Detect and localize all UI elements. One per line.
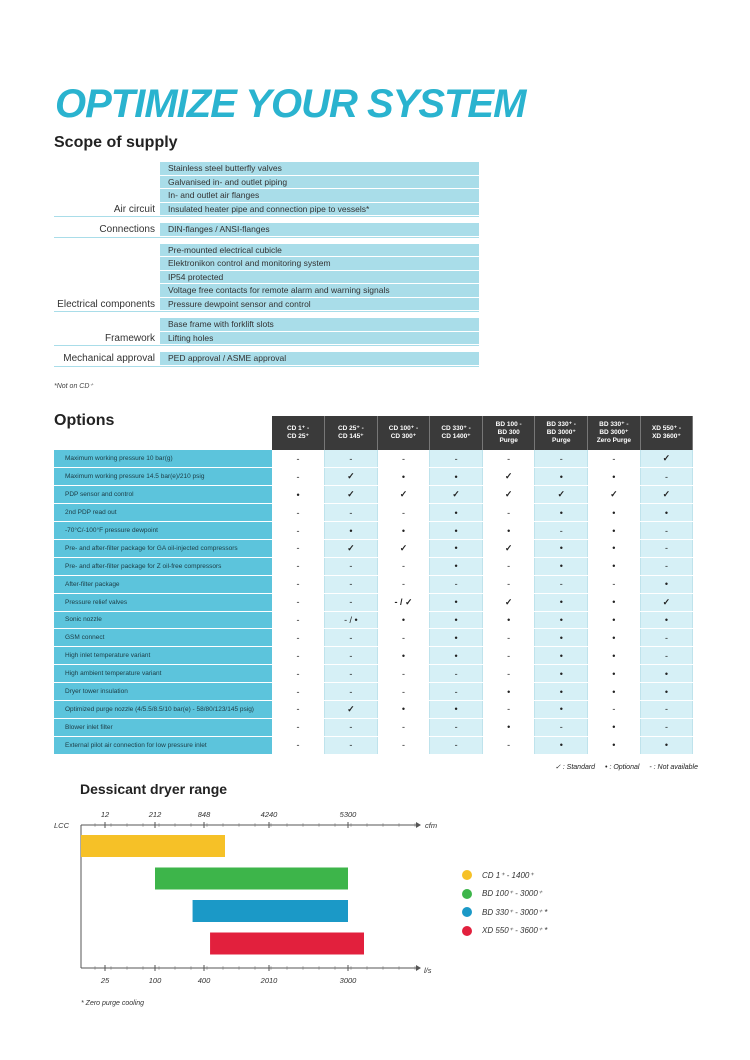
scope-group-label (54, 244, 160, 258)
option-cell: • (588, 557, 641, 575)
scope-group (54, 244, 479, 312)
scope-row (54, 332, 479, 346)
scope-divider (54, 366, 479, 367)
range-bar (81, 835, 225, 857)
options-header-blank (54, 416, 272, 450)
option-cell: • (588, 736, 641, 754)
legend-label: BD 330⁺ - 3000⁺ * (482, 907, 548, 917)
scope-group-label (54, 189, 160, 203)
option-cell: • (430, 557, 483, 575)
scope-row (54, 298, 479, 312)
option-label: Blower inlet filter (54, 718, 272, 736)
option-cell: - (640, 700, 693, 718)
option-cell: - (325, 629, 378, 647)
option-cell: - (325, 504, 378, 522)
scope-group-label (54, 271, 160, 285)
option-cell: • (588, 593, 641, 611)
range-bar (155, 868, 348, 890)
scope-group-label (54, 318, 160, 332)
option-cell: ✓ (482, 593, 535, 611)
scope-row (54, 244, 479, 258)
option-cell: • (430, 629, 483, 647)
top-tick-label: 212 (148, 810, 162, 819)
option-cell: - (272, 593, 325, 611)
scope-item: Pre-mounted electrical cubicle (160, 244, 479, 258)
option-cell: • (377, 468, 430, 486)
option-cell: ✓ (377, 539, 430, 557)
option-cell: • (588, 504, 641, 522)
option-cell: • (430, 647, 483, 665)
options-row (54, 665, 693, 683)
option-cell: • (535, 647, 588, 665)
option-cell: ✓ (482, 486, 535, 504)
top-axis-unit: cfm (425, 821, 438, 830)
scope-group-label: Electrical components (57, 298, 155, 310)
zero-purge-note: * Zero purge cooling (81, 1000, 145, 1007)
option-cell: - (272, 683, 325, 701)
option-cell: - (272, 629, 325, 647)
option-label: 2nd PDP read out (54, 504, 272, 522)
option-cell: - (482, 450, 535, 468)
options-row (54, 504, 693, 522)
legend-label: XD 550⁺ - 3600⁺ * (482, 926, 548, 936)
option-cell: • (535, 683, 588, 701)
option-cell: • (640, 575, 693, 593)
option-label: External pilot air connection for low pressure inlet (54, 736, 272, 754)
option-cell: ✓ (325, 539, 378, 557)
options-column-header: BD 330⁺ - BD 3000⁺ Purge (535, 416, 588, 450)
scope-row (54, 257, 479, 271)
range-chart-title: Dessicant dryer range (80, 781, 228, 797)
option-cell: - (377, 504, 430, 522)
scope-group-label (54, 257, 160, 271)
option-cell: • (430, 593, 483, 611)
scope-row (54, 162, 479, 176)
scope-row (54, 352, 479, 366)
options-row (54, 557, 693, 575)
legend-label: CD 1⁺ - 1400⁺ (482, 870, 534, 880)
option-cell: • (588, 629, 641, 647)
option-cell: ✓ (430, 486, 483, 504)
option-cell: ✓ (640, 486, 693, 504)
option-cell: - (272, 647, 325, 665)
scope-divider (54, 237, 479, 238)
bottom-tick-label: 3000 (339, 976, 357, 985)
scope-divider (54, 345, 479, 346)
option-label: Maximum working pressure 14.5 bar(e)/210 psig (54, 468, 272, 486)
option-cell: - (272, 522, 325, 540)
option-cell: - (588, 700, 641, 718)
scope-divider (54, 311, 479, 312)
option-cell: ✓ (325, 486, 378, 504)
option-label: Dryer tower insulation (54, 683, 272, 701)
option-cell: - (377, 718, 430, 736)
scope-item: Pressure dewpoint sensor and control (160, 298, 479, 312)
page-title: OPTIMIZE YOUR SYSTEM (55, 82, 526, 126)
top-tick-label: 5300 (339, 810, 357, 819)
options-column-header: BD 330⁺ - BD 3000⁺ Zero Purge (588, 416, 641, 450)
option-cell: - (325, 593, 378, 611)
legend-label: BD 100⁺ - 3000⁺ (482, 889, 543, 899)
option-cell: • (482, 683, 535, 701)
legend-swatch (462, 870, 472, 880)
option-cell: - (325, 736, 378, 754)
option-cell: - (640, 522, 693, 540)
option-cell: • (588, 718, 641, 736)
range-legend-item (462, 885, 547, 904)
option-cell: • (377, 700, 430, 718)
option-cell: • (482, 718, 535, 736)
scope-group (54, 162, 479, 216)
option-cell: • (535, 504, 588, 522)
option-label: Maximum working pressure 10 bar(g) (54, 450, 272, 468)
range-legend-item (462, 903, 547, 922)
option-cell: • (535, 665, 588, 683)
scope-item: DIN-flanges / ANSI-flanges (160, 223, 479, 237)
option-cell: - (377, 557, 430, 575)
option-cell: - (377, 450, 430, 468)
option-cell: - / • (325, 611, 378, 629)
option-cell: - (482, 665, 535, 683)
scope-table (54, 162, 479, 373)
scope-item: Stainless steel butterfly valves (160, 162, 479, 176)
scope-item: Base frame with forklift slots (160, 318, 479, 332)
option-cell: - (535, 522, 588, 540)
option-cell: • (535, 700, 588, 718)
option-cell: • (535, 611, 588, 629)
scope-row (54, 203, 479, 217)
option-label: -70°C/-100°F pressure dewpoint (54, 522, 272, 540)
option-cell: • (430, 700, 483, 718)
option-cell: • (272, 486, 325, 504)
option-cell: • (535, 629, 588, 647)
options-row (54, 539, 693, 557)
options-column-header: CD 25⁺ - CD 145⁺ (325, 416, 378, 450)
legend-swatch (462, 926, 472, 936)
option-cell: • (430, 539, 483, 557)
legend-optional: • : Optional (605, 764, 640, 771)
option-cell: • (430, 468, 483, 486)
option-cell: ✓ (535, 486, 588, 504)
range-bar (193, 900, 348, 922)
option-cell: - (640, 539, 693, 557)
option-cell: ✓ (640, 593, 693, 611)
option-cell: ✓ (482, 468, 535, 486)
scope-item: Galvanised in- and outlet piping (160, 176, 479, 190)
option-cell: • (588, 539, 641, 557)
option-cell: - (377, 683, 430, 701)
bottom-tick-label: 400 (197, 976, 211, 985)
bottom-tick-label: 2010 (260, 976, 278, 985)
bottom-axis-arrow (416, 965, 421, 971)
options-row (54, 450, 693, 468)
option-cell: • (640, 683, 693, 701)
option-cell: - (535, 575, 588, 593)
legend-swatch (462, 889, 472, 899)
option-cell: - (325, 665, 378, 683)
scope-item: In- and outlet air flanges (160, 189, 479, 203)
option-label: Pre- and after-filter package for Z oil-free compressors (54, 557, 272, 575)
option-label: Pre- and after-filter package for GA oil-injected compressors (54, 539, 272, 557)
scope-row (54, 271, 479, 285)
option-cell: - (430, 665, 483, 683)
scope-group-label: Mechanical approval (63, 353, 155, 364)
option-cell: - (325, 557, 378, 575)
scope-group-label: Air circuit (113, 203, 155, 215)
option-cell: - (272, 700, 325, 718)
option-cell: - (482, 504, 535, 522)
option-cell: - (272, 539, 325, 557)
option-cell: - (272, 736, 325, 754)
option-cell: - (430, 718, 483, 736)
range-bar (210, 933, 364, 955)
option-cell: - (272, 468, 325, 486)
range-legend-item (462, 922, 547, 941)
option-cell: - (272, 557, 325, 575)
option-label: Sonic nozzle (54, 611, 272, 629)
left-axis-label: LCC (54, 821, 70, 830)
option-cell: • (640, 611, 693, 629)
option-label: After-filter package (54, 575, 272, 593)
option-cell: • (640, 736, 693, 754)
options-column-header: CD 100⁺ - CD 300⁺ (377, 416, 430, 450)
option-cell: • (535, 557, 588, 575)
option-cell: - (588, 450, 641, 468)
options-column-header: CD 330⁺ - CD 1400⁺ (430, 416, 483, 450)
option-cell: • (482, 611, 535, 629)
options-row (54, 700, 693, 718)
option-cell: • (588, 522, 641, 540)
scope-divider (54, 216, 479, 217)
option-cell: • (535, 539, 588, 557)
option-cell: • (588, 683, 641, 701)
options-title: Options (54, 412, 115, 429)
option-cell: • (535, 593, 588, 611)
option-cell: - (272, 665, 325, 683)
options-row (54, 468, 693, 486)
options-row (54, 522, 693, 540)
options-row (54, 593, 693, 611)
option-cell: - (482, 629, 535, 647)
option-label: High ambient temperature variant (54, 665, 272, 683)
legend-standard: ✓ : Standard (554, 764, 596, 771)
option-cell: • (377, 611, 430, 629)
option-cell: • (377, 647, 430, 665)
scope-group (54, 223, 479, 237)
option-cell: - (325, 683, 378, 701)
top-tick-label: 848 (197, 810, 211, 819)
option-cell: - (272, 611, 325, 629)
scope-title: Scope of supply (54, 134, 178, 151)
option-cell: - (588, 575, 641, 593)
option-cell: ✓ (325, 700, 378, 718)
option-cell: - (640, 629, 693, 647)
options-row (54, 736, 693, 754)
scope-row (54, 284, 479, 298)
option-cell: - (325, 575, 378, 593)
options-row (54, 647, 693, 665)
range-chart (0, 800, 450, 1000)
option-cell: - (430, 450, 483, 468)
top-axis-arrow (416, 822, 421, 828)
option-label: PDP sensor and control (54, 486, 272, 504)
scope-row (54, 176, 479, 190)
option-cell: • (482, 522, 535, 540)
legend-not-available: - : Not available (649, 764, 698, 771)
option-cell: - (482, 557, 535, 575)
option-cell: - (640, 718, 693, 736)
options-legend (547, 763, 698, 771)
option-cell: • (640, 665, 693, 683)
scope-group-label (54, 284, 160, 298)
scope-group (54, 318, 479, 345)
option-cell: - (325, 718, 378, 736)
option-cell: • (430, 522, 483, 540)
option-cell: • (535, 736, 588, 754)
option-label: Optimized purge nozzle (4/5.5/8.5/10 bar(e) - 58/80/123/145 psig) (54, 700, 272, 718)
scope-group-label: Connections (99, 224, 155, 235)
option-cell: - (325, 647, 378, 665)
option-cell: • (430, 504, 483, 522)
scope-row (54, 223, 479, 237)
options-row (54, 718, 693, 736)
option-cell: • (588, 468, 641, 486)
option-cell: - (482, 575, 535, 593)
options-table (54, 416, 693, 755)
option-cell: - (640, 647, 693, 665)
option-cell: ✓ (588, 486, 641, 504)
scope-group-label (54, 162, 160, 176)
options-row (54, 486, 693, 504)
scope-row (54, 189, 479, 203)
scope-item: PED approval / ASME approval (160, 352, 479, 366)
bottom-tick-label: 25 (100, 976, 110, 985)
scope-group (54, 352, 479, 366)
bottom-axis-unit: l/s (424, 966, 432, 975)
top-tick-label: 4240 (260, 810, 278, 819)
scope-row (54, 318, 479, 332)
range-legend (462, 866, 547, 940)
option-cell: - (482, 647, 535, 665)
scope-item: Elektronikon control and monitoring system (160, 257, 479, 271)
option-cell: - (640, 557, 693, 575)
option-cell: - (640, 468, 693, 486)
option-label: GSM connect (54, 629, 272, 647)
option-cell: • (535, 468, 588, 486)
option-cell: - (377, 736, 430, 754)
option-cell: - (272, 450, 325, 468)
scope-group-label (54, 176, 160, 190)
option-cell: • (588, 665, 641, 683)
options-column-header: XD 550⁺ - XD 3600⁺ (640, 416, 693, 450)
scope-item: IP54 protected (160, 271, 479, 285)
option-label: Pressure relief valves (54, 593, 272, 611)
option-cell: • (430, 611, 483, 629)
option-cell: - (325, 450, 378, 468)
option-cell: - / ✓ (377, 593, 430, 611)
option-cell: • (377, 522, 430, 540)
option-cell: - (535, 450, 588, 468)
option-cell: - (272, 718, 325, 736)
option-cell: ✓ (640, 450, 693, 468)
option-label: High inlet temperature variant (54, 647, 272, 665)
options-column-header: CD 1⁺ - CD 25⁺ (272, 416, 325, 450)
option-cell: • (640, 504, 693, 522)
options-row (54, 575, 693, 593)
option-cell: - (272, 575, 325, 593)
options-column-header: BD 100 - BD 300 Purge (482, 416, 535, 450)
legend-swatch (462, 907, 472, 917)
option-cell: • (588, 611, 641, 629)
option-cell: - (430, 575, 483, 593)
option-cell: - (482, 700, 535, 718)
option-cell: - (377, 629, 430, 647)
option-cell: - (482, 736, 535, 754)
options-row (54, 683, 693, 701)
option-cell: ✓ (377, 486, 430, 504)
options-row (54, 629, 693, 647)
option-cell: - (430, 683, 483, 701)
scope-group-label: Framework (104, 332, 155, 344)
option-cell: • (325, 522, 378, 540)
option-cell: - (272, 504, 325, 522)
top-tick-label: 12 (100, 810, 110, 819)
option-cell: - (377, 575, 430, 593)
scope-item: Insulated heater pipe and connection pipe to vessels* (160, 203, 479, 217)
scope-note: *Not on CD⁺ (54, 383, 94, 390)
scope-item: Voltage free contacts for remote alarm and warning signals (160, 284, 479, 298)
option-cell: - (535, 718, 588, 736)
option-cell: - (430, 736, 483, 754)
option-cell: ✓ (325, 468, 378, 486)
option-cell: • (588, 647, 641, 665)
range-legend-item (462, 866, 547, 885)
scope-item: Lifting holes (160, 332, 479, 346)
options-row (54, 611, 693, 629)
option-cell: ✓ (482, 539, 535, 557)
option-cell: - (377, 665, 430, 683)
bottom-tick-label: 100 (148, 976, 162, 985)
